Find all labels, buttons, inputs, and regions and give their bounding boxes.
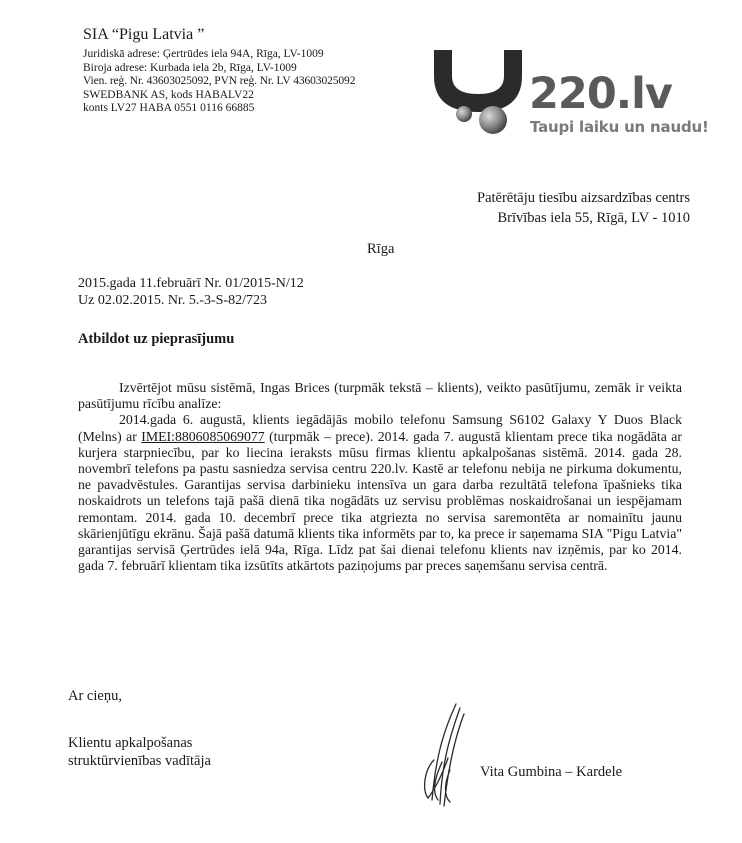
- body-paragraph-2: [78, 412, 682, 574]
- handwritten-signature: [414, 700, 474, 810]
- reference-block: [78, 275, 304, 309]
- logo-tagline: Taupi laiku un naudu!: [530, 118, 709, 136]
- recipient-name: Patērētāju tiesību aizsardzības centrs: [477, 190, 690, 206]
- closing-salutation: Ar cieņu,: [68, 688, 122, 704]
- recipient-address: Brīvības iela 55, Rīgā, LV - 1010: [497, 210, 690, 226]
- body-paragraph-1: Izvērtējot mūsu sistēmā, Ingas Brices (turpmāk tekstā – klients), veikto pasūtījumu, zemāk ir veikta pasūtījumu rīcību analīze:: [78, 380, 682, 412]
- sender-legal-address: Juridiskā adrese: Ģertrūdes iela 94A, Rīga, LV-1009: [83, 48, 324, 60]
- signatory-name: Vita Gumbina – Kardele: [480, 764, 623, 780]
- sender-company: SIA “Pigu Latvia ”: [83, 26, 205, 43]
- sender-account: konts LV27 HABA 0551 0116 66885: [83, 102, 255, 115]
- signatory-title-line-1: Klientu apkalpošanas: [68, 735, 193, 751]
- letter-subject: Atbildot uz pieprasījumu: [78, 331, 235, 347]
- sender-office-address: Biroja adrese: Kurbada iela 2b, Rīga, LV-1009: [83, 61, 297, 74]
- logo-brand-text: 220.lv: [529, 69, 672, 119]
- sender-block: [83, 26, 355, 116]
- city: Rīga: [367, 241, 395, 257]
- logo-mark-icon: [428, 42, 538, 142]
- body-p2-start: 2014.gada 6. augustā, klients iegādājās mobilo telefonu Samsung S6102 Galaxy Y Duos Black (Melns) ar: [78, 412, 682, 444]
- letter-date-ref: 2015.gada 11.februārī Nr. 01/2015-N/12: [78, 276, 304, 291]
- signatory-title-line-2: struktūrvienības vadītāja: [68, 753, 211, 769]
- sender-bank: SWEDBANK AS, kods HABALV22: [83, 88, 254, 101]
- recipient-block: [440, 188, 690, 228]
- reply-to-ref: Uz 02.02.2015. Nr. 5.-3-S-82/723: [78, 293, 267, 308]
- letter-body: [78, 380, 682, 574]
- imei-number: IMEI:8806085069077: [141, 428, 265, 444]
- body-p2-rest: (turpmāk – prece). 2014. gada 7. augustā klientam prece tika nogādāta ar kurjera starpniecību, par ko liecina ieraksts mūsu firmas klientu apkalpošanas sistēmā. 2014. gada 28. novembrī telefons pa pastu sasniedza servisa centru 220.lv. Kastē ar telefonu nebija ne pirkuma dokumentu, ne pavadvēstules. Garantijas servisa darbinieku intensīva un gara darba rezultātā telefona īpašnieks tika noskaidrots un telefons tajā pašā dienā tika nogādāts uz servisu problēmas noskaidrošanai un iespējamam remontam. 2014. gada 10. decembrī prece tika atgriezta no servisa saremontēta ar nomainītu jaunu skārienjūtīgu ekrānu. Šajā pašā datumā klients tika informēts par to, ka prece ir saņemama SIA "Pigu Latvia" garantijas servisā Ģertrūdes ielā 94a, Rīga. Līdz pat šai dienai telefonu klients nav izņēmis, par ko 2014. gada 7. februārī klientam tika izsūtīts atkārtots paziņojums par preces saņemšanu servisa centrā.: [78, 428, 682, 574]
- sender-registration: Vien. reģ. Nr. 43603025092, PVN reģ. Nr. LV 43603025092: [83, 75, 356, 88]
- signatory-title: [68, 734, 211, 770]
- company-logo: [428, 42, 728, 142]
